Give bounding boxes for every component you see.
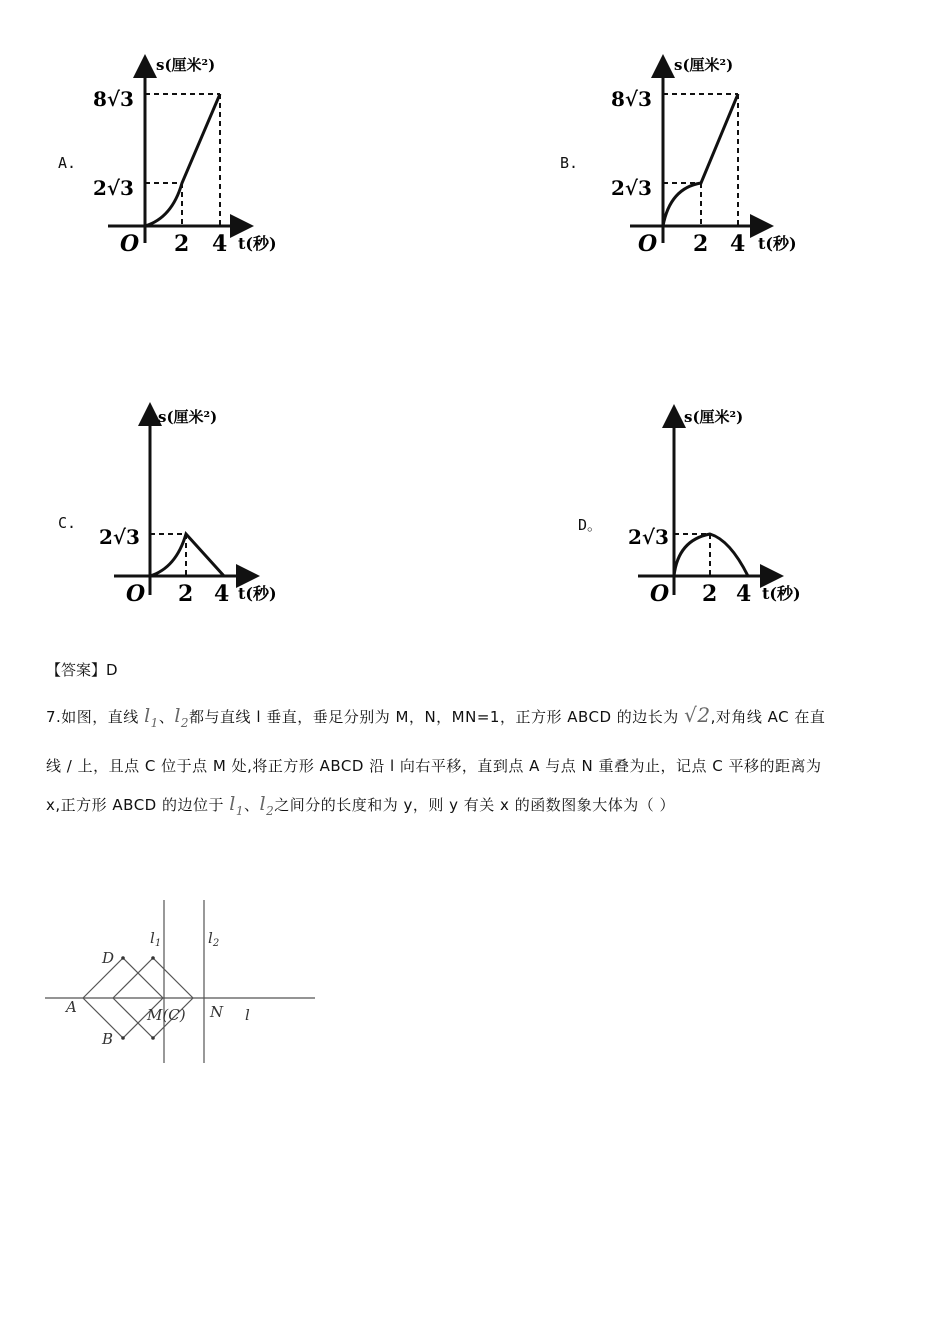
question-text: ,对角线 AC 在直: [710, 708, 826, 726]
origin-label: O: [650, 581, 670, 607]
origin-label: O: [120, 231, 140, 257]
option-b-label: B.: [560, 154, 579, 172]
question-line-1: [46, 703, 825, 730]
line-l1-symbol: $l_1$: [229, 793, 244, 818]
graph-c: [94, 400, 294, 615]
y-tick-label: 2√3: [99, 525, 140, 549]
question-text: 7.如图，直线: [46, 708, 139, 726]
x-tick-label: 2: [693, 231, 709, 257]
question-line-3: [46, 793, 675, 818]
question-text: 之间分的长度和为 y，则 y 有关 x 的函数图象大体为（ ）: [274, 796, 675, 814]
label-a: A: [66, 998, 77, 1016]
graph-a: [90, 48, 290, 263]
line-l2-symbol: $l_2$: [259, 793, 275, 818]
y-axis-label: s(厘米²): [674, 56, 734, 74]
point: [151, 1036, 155, 1040]
geometry-diagram: [40, 895, 330, 1070]
x-tick-label: 4: [730, 231, 746, 257]
question-line-2: 线 / 上，且点 C 位于点 M 处,将正方形 ABCD 沿 l 向右平移，直到点 A 与点 N 重叠为止，记点 C 平移的距离为: [46, 757, 822, 775]
label-l2: $l_2$: [208, 929, 220, 949]
curve: [145, 94, 220, 226]
sqrt-two: √2: [684, 703, 711, 727]
x-axis-label: t(秒): [758, 234, 797, 253]
y-tick-label: 2√3: [93, 176, 134, 200]
x-axis-label: t(秒): [762, 584, 801, 603]
x-tick-label: 2: [178, 581, 194, 607]
point-b: [121, 1036, 125, 1040]
option-c-label: C.: [58, 514, 77, 532]
line-l2-symbol: $l_2$: [174, 705, 190, 730]
label-mc: M(C): [147, 1006, 186, 1024]
x-axis-label: t(秒): [238, 234, 277, 253]
point-d: [121, 956, 125, 960]
label-l: l: [245, 1006, 250, 1024]
separator: 、: [158, 708, 175, 726]
curve: [663, 94, 738, 226]
y-tick-label: 2√3: [628, 525, 669, 549]
graph-b: [608, 48, 808, 263]
origin-label: O: [638, 231, 658, 257]
label-b: B: [102, 1030, 114, 1048]
label-n: N: [210, 1003, 224, 1021]
answer-text: 【答案】D: [46, 661, 118, 679]
x-axis-label: t(秒): [238, 584, 277, 603]
y-axis-label: s(厘米²): [684, 408, 744, 426]
x-tick-label: 4: [736, 581, 752, 607]
x-tick-label: 4: [214, 581, 230, 607]
label-l1: $l_1$: [150, 929, 162, 949]
line-l1-symbol: $l_1$: [144, 705, 159, 730]
point: [151, 956, 155, 960]
question-text: x,正方形 ABCD 的边位于: [46, 796, 224, 814]
option-d-label: D。: [578, 516, 603, 534]
label-d: D: [102, 949, 115, 967]
y-tick-label: 8√3: [611, 87, 652, 111]
y-tick-label: 8√3: [93, 87, 134, 111]
y-axis-label: s(厘米²): [156, 56, 216, 74]
origin-label: O: [126, 581, 146, 607]
x-tick-label: 4: [212, 231, 228, 257]
option-a-label: A.: [58, 154, 77, 172]
question-text: 都与直线 l 垂直，垂足分别为 M，N，MN=1，正方形 ABCD 的边长为: [189, 708, 679, 726]
graph-d: [620, 400, 820, 615]
y-tick-label: 2√3: [611, 176, 652, 200]
x-tick-label: 2: [702, 581, 718, 607]
y-axis-label: s(厘米²): [158, 408, 218, 426]
x-tick-label: 2: [174, 231, 190, 257]
separator: 、: [244, 796, 260, 814]
